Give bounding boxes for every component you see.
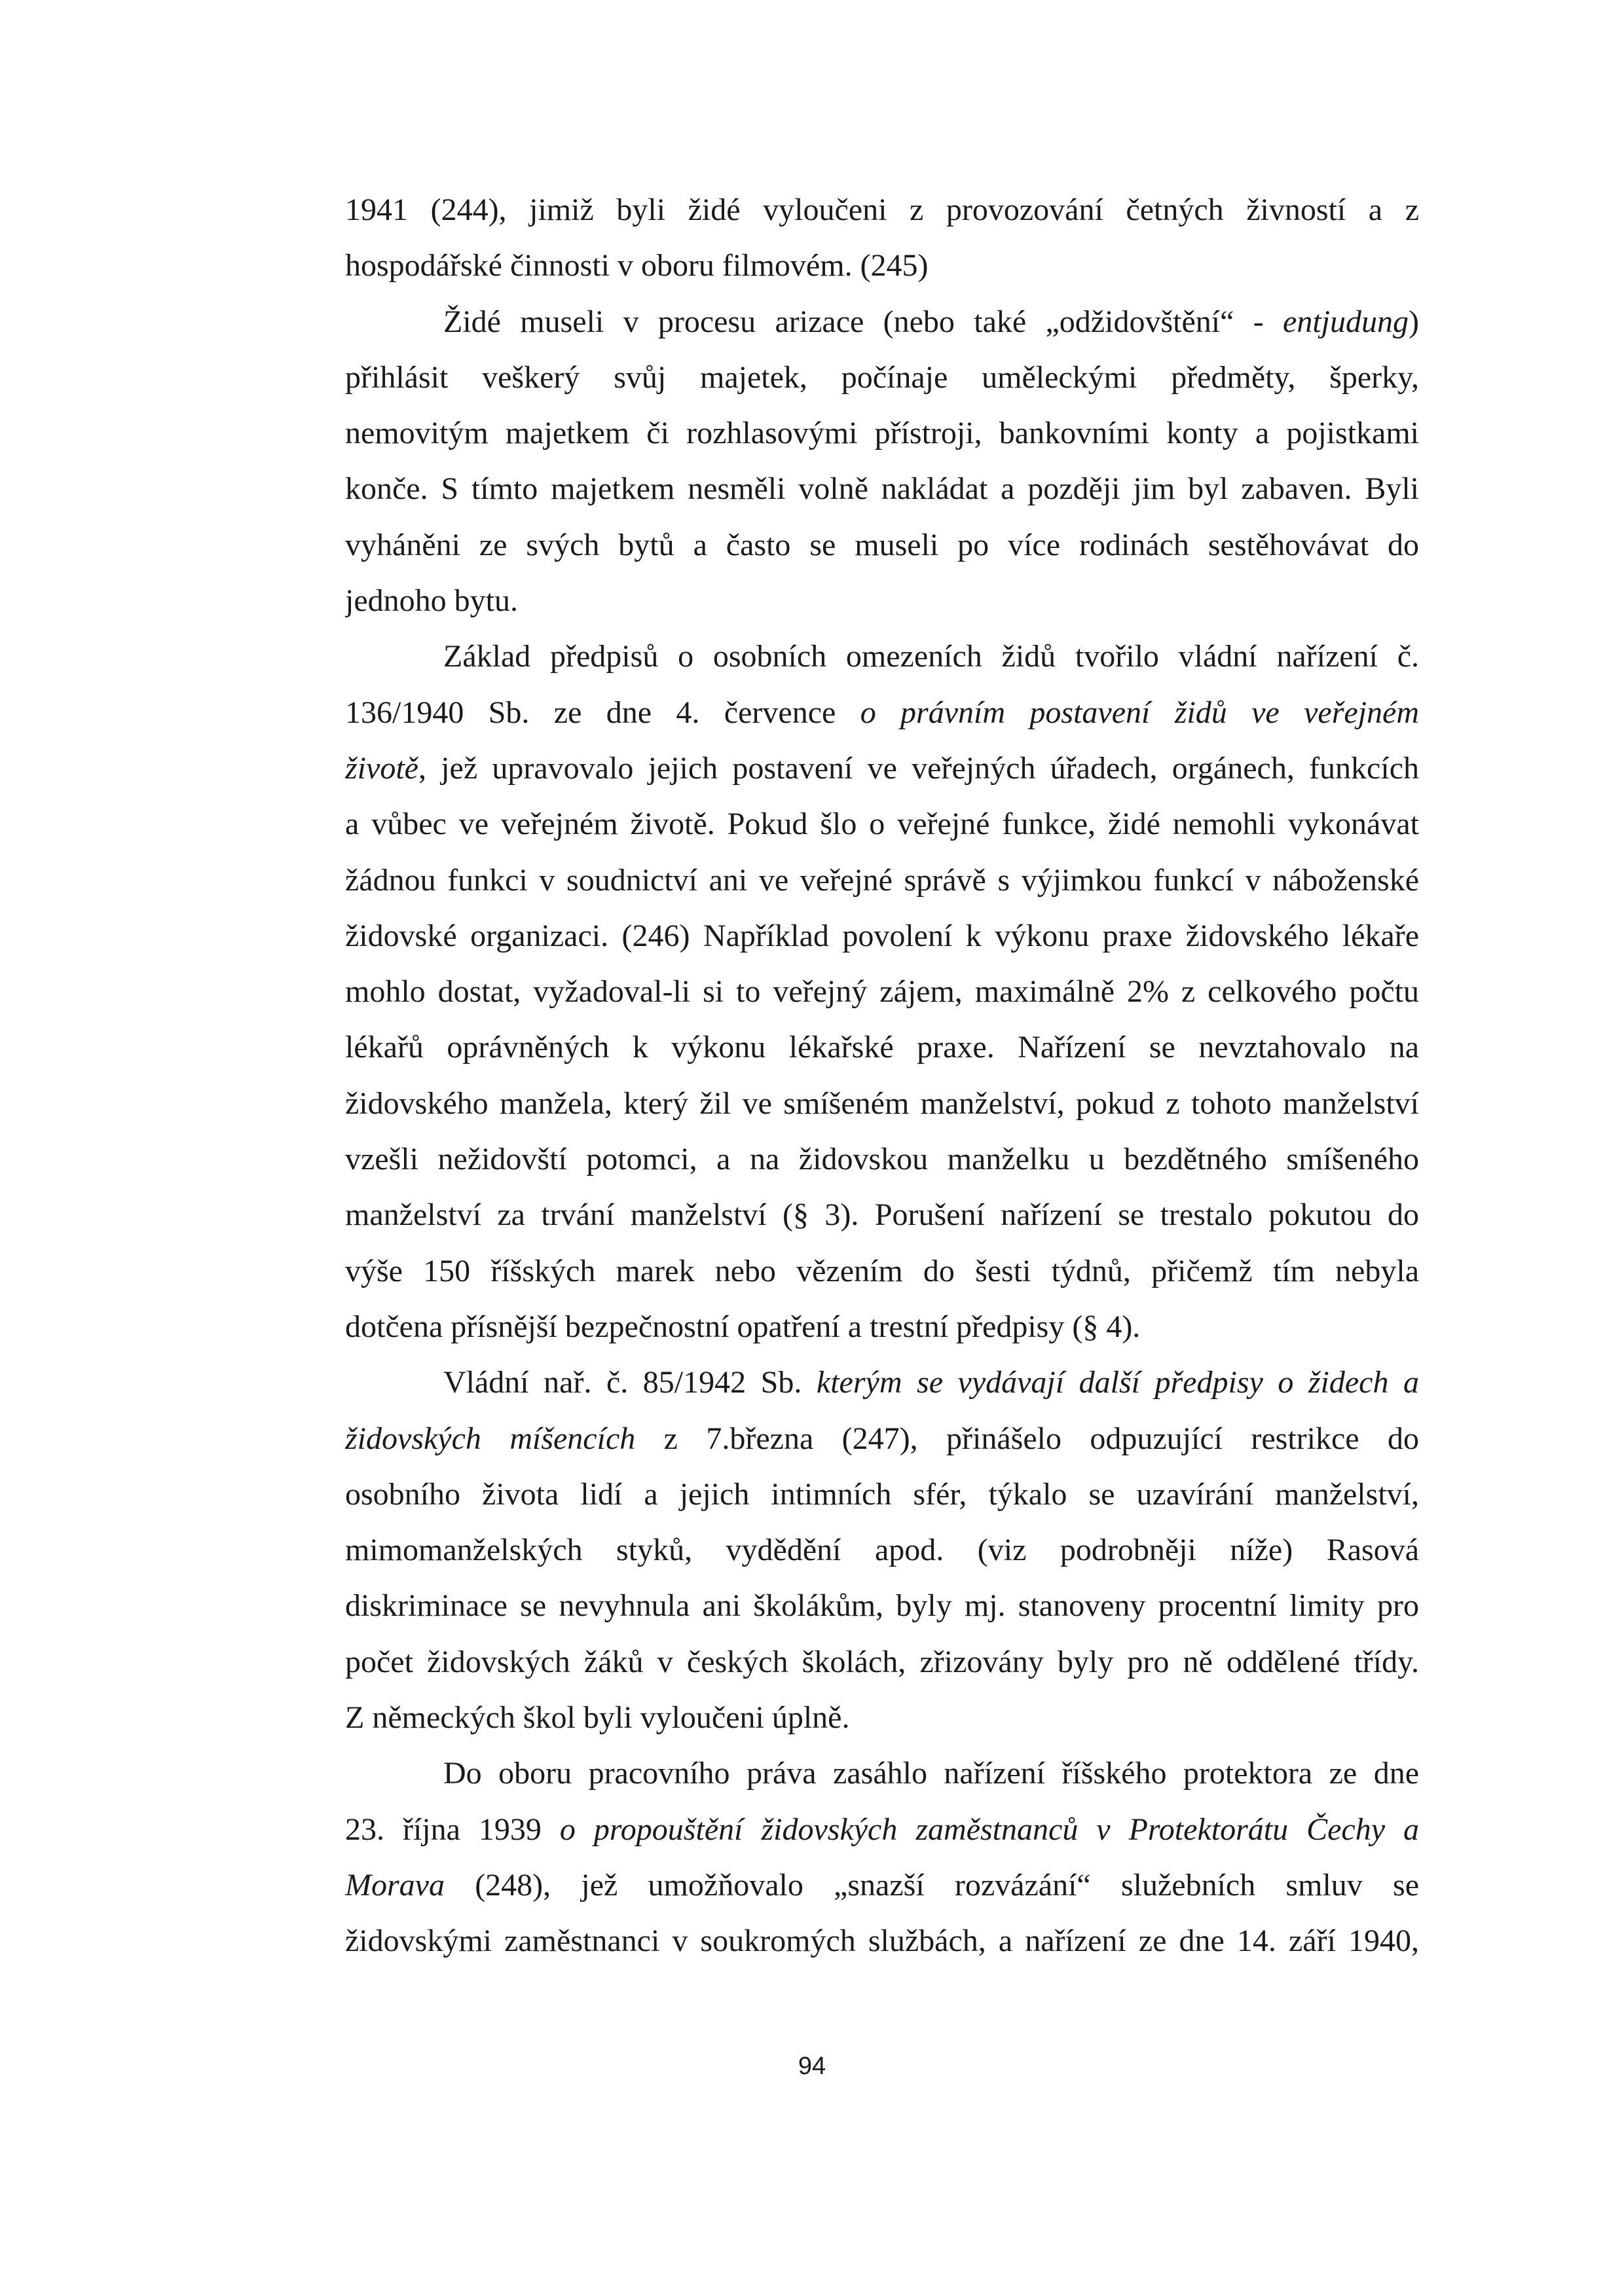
text-line	[345, 852, 1419, 908]
text-segment: výše 150 říšských marek nebo vězením do šesti týdnů, přičemž tím nebyla	[345, 1253, 1419, 1288]
text-segment: hospodářské činnosti v oboru filmovém. (245)	[345, 248, 929, 283]
text-line	[345, 1076, 1419, 1131]
text-line	[345, 1522, 1419, 1578]
text-segment: lékařů oprávněných k výkonu lékařské praxe. Nařízení se nevztahovalo na	[345, 1030, 1419, 1065]
italic-text-segment: o propouštění židovských zaměstnanců v Protektorátu Čechy a	[559, 1812, 1419, 1847]
text-line	[345, 796, 1419, 852]
text-segment: osobního života lidí a jejich intimních sfér, týkalo se uzavírání manželství,	[345, 1476, 1419, 1512]
text-line	[345, 238, 1419, 293]
text-line	[345, 908, 1419, 964]
text-line	[345, 182, 1419, 238]
text-line	[345, 405, 1419, 461]
text-segment: žádnou funkci v soudnictví ani ve veřejné správě s výjimkou funkcí v náboženské	[345, 862, 1419, 898]
text-segment: mimomanželských styků, vydědění apod. (viz podrobněji níže) Rasová	[345, 1533, 1419, 1568]
text-line	[345, 740, 1419, 796]
italic-text-segment: o právním postavení židů ve veřejném	[860, 695, 1419, 730]
text-segment: židovského manžela, který žil ve smíšeném manželství, pokud z tohoto manželství	[345, 1085, 1419, 1121]
text-segment: )	[1409, 304, 1419, 339]
text-line	[345, 1690, 1419, 1745]
text-segment: (248), jež umožňovalo „snazší rozvázání“ služebních smluv se	[444, 1867, 1419, 1903]
text-line	[345, 1634, 1419, 1690]
text-segment: dotčena přísnější bezpečnostní opatření a trestní předpisy (§ 4).	[345, 1309, 1141, 1344]
text-segment: manželství za trvání manželství (§ 3). Porušení nařízení se trestalo pokutou do	[345, 1197, 1419, 1233]
text-segment: nemovitým majetkem či rozhlasovými přístroji, bankovními konty a pojistkami	[345, 416, 1419, 451]
text-segment: Židé museli v procesu arizace (nebo také „odžidovštění“ -	[443, 304, 1283, 339]
text-line	[345, 1355, 1419, 1410]
text-line	[345, 1467, 1419, 1522]
text-line	[345, 1187, 1419, 1243]
text-segment: židovskými zaměstnanci v soukromých službách, a nařízení ze dne 14. září 1940,	[345, 1923, 1419, 1959]
text-line	[345, 517, 1419, 573]
body-text	[345, 182, 1419, 1969]
text-segment: 1941 (244), jimiž byli židé vyloučeni z provozování četných živností a z	[345, 192, 1419, 227]
text-line	[345, 1299, 1419, 1355]
text-segment: a vůbec ve veřejném životě. Pokud šlo o veřejné funkce, židé nemohli vykonávat	[345, 807, 1419, 842]
text-line	[345, 1745, 1419, 1801]
text-line	[345, 1857, 1419, 1913]
text-segment: Do oboru pracovního práva zasáhlo nařízení říšského protektora ze dne	[443, 1756, 1419, 1791]
italic-text-segment: entjudung	[1283, 304, 1409, 339]
text-segment: židovské organizaci. (246) Například povolení k výkonu praxe židovského lékaře	[345, 918, 1419, 953]
text-segment: konče. S tímto majetkem nesměli volně nakládat a později jim byl zabaven. Byli	[345, 471, 1419, 507]
italic-text-segment: židovských míšencích	[345, 1421, 636, 1456]
text-segment: přihlásit veškerý svůj majetek, počínaje uměleckými předměty, šperky,	[345, 359, 1419, 395]
text-line	[345, 1578, 1419, 1633]
text-line	[345, 573, 1419, 629]
text-line	[345, 685, 1419, 740]
text-segment: vzešli nežidovští potomci, a na židovskou manželku u bezdětného smíšeného	[345, 1142, 1419, 1177]
text-line	[345, 461, 1419, 517]
text-line	[345, 1019, 1419, 1075]
text-segment: vyháněni ze svých bytů a často se museli po více rodinách sestěhovávat do	[345, 527, 1419, 562]
italic-text-segment: Morava	[345, 1867, 445, 1903]
text-line	[345, 964, 1419, 1019]
text-segment: 23. října 1939	[345, 1812, 560, 1847]
text-line	[345, 294, 1419, 350]
text-segment: z 7.března (247), přinášelo odpuzující restrikce do	[635, 1421, 1419, 1456]
text-segment: 136/1940 Sb. ze dne 4. července	[345, 695, 860, 730]
page-number: 94	[798, 2052, 826, 2080]
text-line	[345, 1411, 1419, 1467]
text-line	[345, 350, 1419, 405]
text-segment: Z německých škol byli vyloučeni úplně.	[345, 1700, 850, 1736]
text-segment: , jež upravovalo jejich postavení ve veřejných úřadech, orgánech, funkcích	[418, 750, 1419, 786]
text-segment: jednoho bytu.	[345, 583, 518, 619]
text-line	[345, 1131, 1419, 1187]
italic-text-segment: životě	[345, 750, 418, 786]
text-line	[345, 1913, 1419, 1969]
text-segment: diskriminace se nevyhnula ani školákům, byly mj. stanoveny procentní limity pro	[345, 1588, 1419, 1624]
italic-text-segment: kterým se vydávají další předpisy o židech a	[816, 1365, 1419, 1400]
text-line	[345, 1243, 1419, 1299]
text-segment: Základ předpisů o osobních omezeních židů tvořilo vládní nařízení č.	[443, 639, 1419, 674]
text-segment: Vládní nař. č. 85/1942 Sb.	[443, 1365, 817, 1400]
text-segment: počet židovských žáků v českých školách, zřizovány byly pro ně oddělené třídy.	[345, 1644, 1419, 1679]
text-segment: mohlo dostat, vyžadoval-li si to veřejný zájem, maximálně 2% z celkového počtu	[345, 974, 1419, 1010]
text-line	[345, 629, 1419, 684]
text-line	[345, 1802, 1419, 1857]
